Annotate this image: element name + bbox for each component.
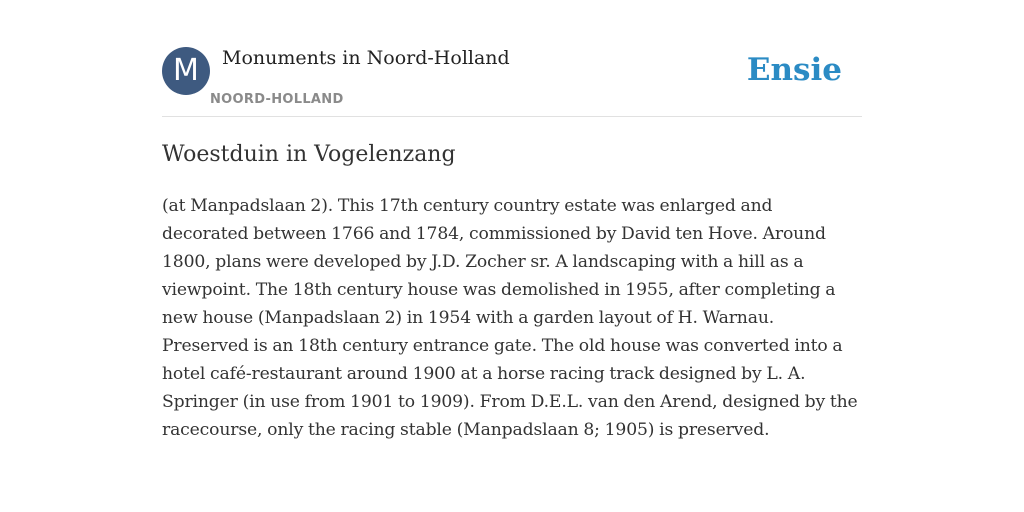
avatar[interactable]: M bbox=[162, 47, 210, 95]
article-body: (at Manpadslaan 2). This 17th century country estate was enlarged and decorated between 1766 and 1784, commissioned by David ten Hove. Around 1800, plans were developed by J.D. Zocher sr. A landscaping with a hill as a viewpoint. The 18th century house was demolished in 1955, after completing a new house (Manpadslaan 2) in 1954 with a garden layout of H. Warnau. Preserved is an 18th century entrance gate. The old house was converted into a hotel café-restaurant around 1900 at a horse racing track designed by L. A. Springer (in use from 1901 to 1909). From D.E.L. van den Arend, designed by the racecourse, only the racing stable (Manpadslaan 8; 1905) is preserved. bbox=[162, 196, 858, 440]
category-link[interactable]: NOORD-HOLLAND bbox=[210, 92, 344, 107]
article-title: Woestduin in Vogelenzang bbox=[162, 142, 456, 167]
brand-logo[interactable]: Ensie bbox=[746, 52, 842, 88]
collection-title-link[interactable]: Monuments in Noord-Holland bbox=[222, 47, 510, 69]
header bbox=[162, 46, 862, 117]
